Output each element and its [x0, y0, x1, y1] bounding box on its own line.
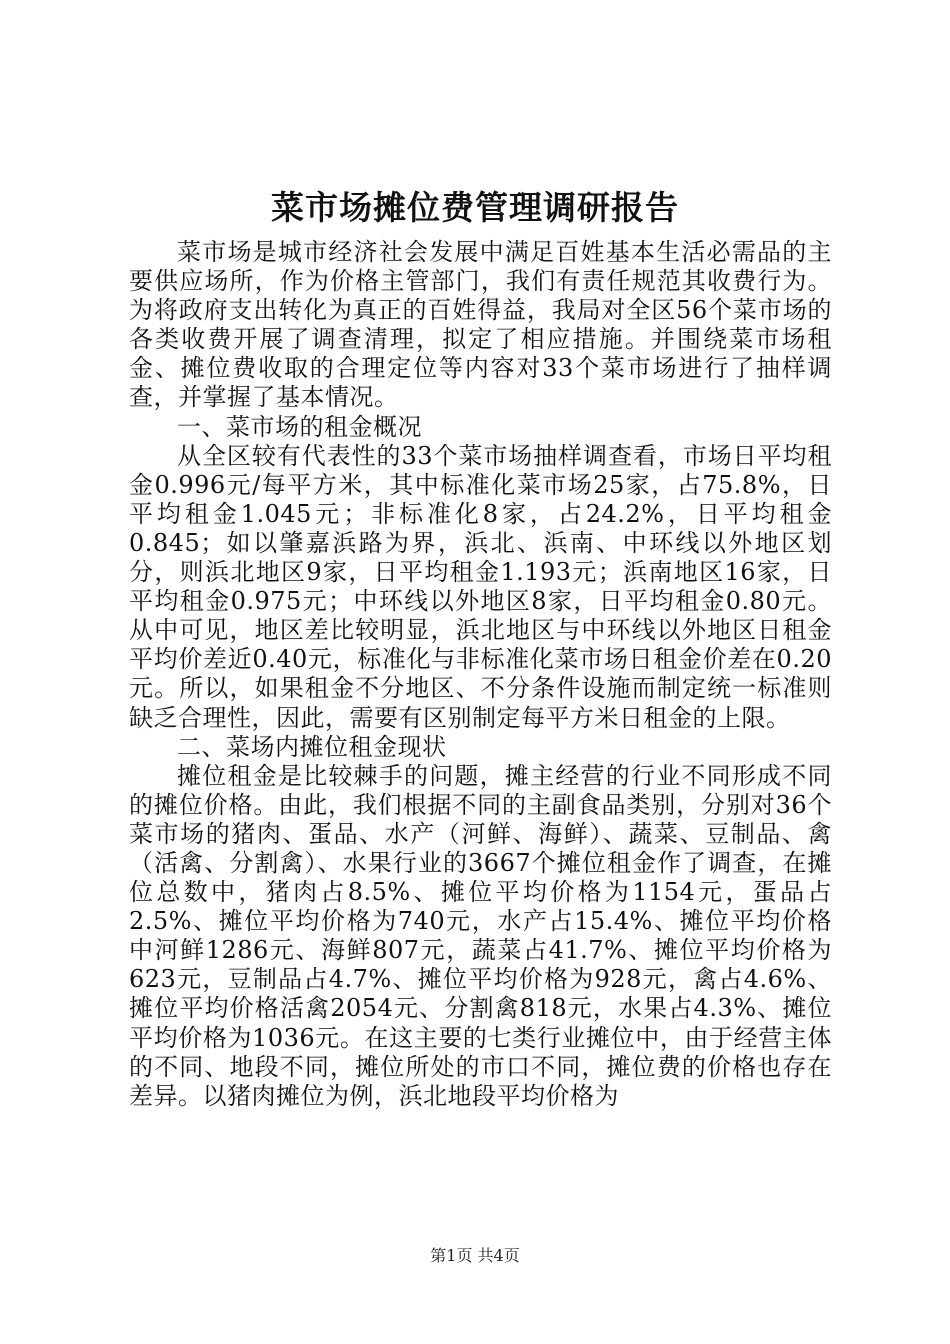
paragraph-rent-overview: 从全区较有代表性的33个菜市场抽样调查看，市场日平均租金0.996元/每平方米，其中标准化菜市场25家，占75.8%，日平均租金1.045元；非标准化8家，占24.2%，日平均租金0.845；如以肇嘉浜路为界，浜北、浜南、中环线以外地区划分，则浜北地区9家，日平均租金1.193元；浜南地区16家，日平均租金0.975元；中环线以外地区8家，日平均租金0.80元。从中可见，地区差比较明显，浜北地区与中环线以外地区日租金平均价差近0.40元，标准化与非标准化菜市场日租金价差在0.20元。所以，如果租金不分地区、不分条件设施而制定统一标准则缺乏合理性，因此，需要有区别制定每平方米日租金的上限。	[129, 441, 832, 732]
document-title: 菜市场摊位费管理调研报告	[271, 188, 679, 227]
section-heading-1: 一、菜市场的租金概况	[177, 412, 422, 441]
paragraph-intro: 菜市场是城市经济社会发展中满足百姓基本生活必需品的主要供应场所，作为价格主管部门，我们有责任规范其收费行为。为将政府支出转化为真正的百姓得益，我局对全区56个菜市场的各类收费开展了调查清理，拟定了相应措施。并围绕菜市场租金、摊位费收取的合理定位等内容对33个菜市场进行了抽样调查，并掌握了基本情况。	[129, 238, 832, 412]
section-heading-2: 二、菜场内摊位租金现状	[177, 732, 447, 761]
paragraph-stall-rent: 摊位租金是比较棘手的问题，摊主经营的行业不同形成不同的摊位价格。由此，我们根据不同的主副食品类别，分别对36个菜市场的猪肉、蛋品、水产（河鲜、海鲜）、蔬菜、豆制品、禽（活禽、分割禽）、水果行业的3667个摊位租金作了调查，在摊位总数中，猪肉占8.5%、摊位平均价格为1154元，蛋品占2.5%、摊位平均价格为740元，水产占15.4%、摊位平均价格中河鲜1286元、海鲜807元，蔬菜占41.7%、摊位平均价格为623元，豆制品占4.7%、摊位平均价格为928元，禽占4.6%、摊位平均价格活禽2054元、分割禽818元，水果占4.3%、摊位平均价格为1036元。在这主要的七类行业摊位中，由于经营主体的不同、地段不同，摊位所处的市口不同，摊位费的价格也存在差异。以猪肉摊位为例，浜北地段平均价格为	[129, 761, 832, 1110]
page-number-footer: 第1页 共4页	[430, 1246, 520, 1265]
document-body	[129, 238, 832, 1111]
